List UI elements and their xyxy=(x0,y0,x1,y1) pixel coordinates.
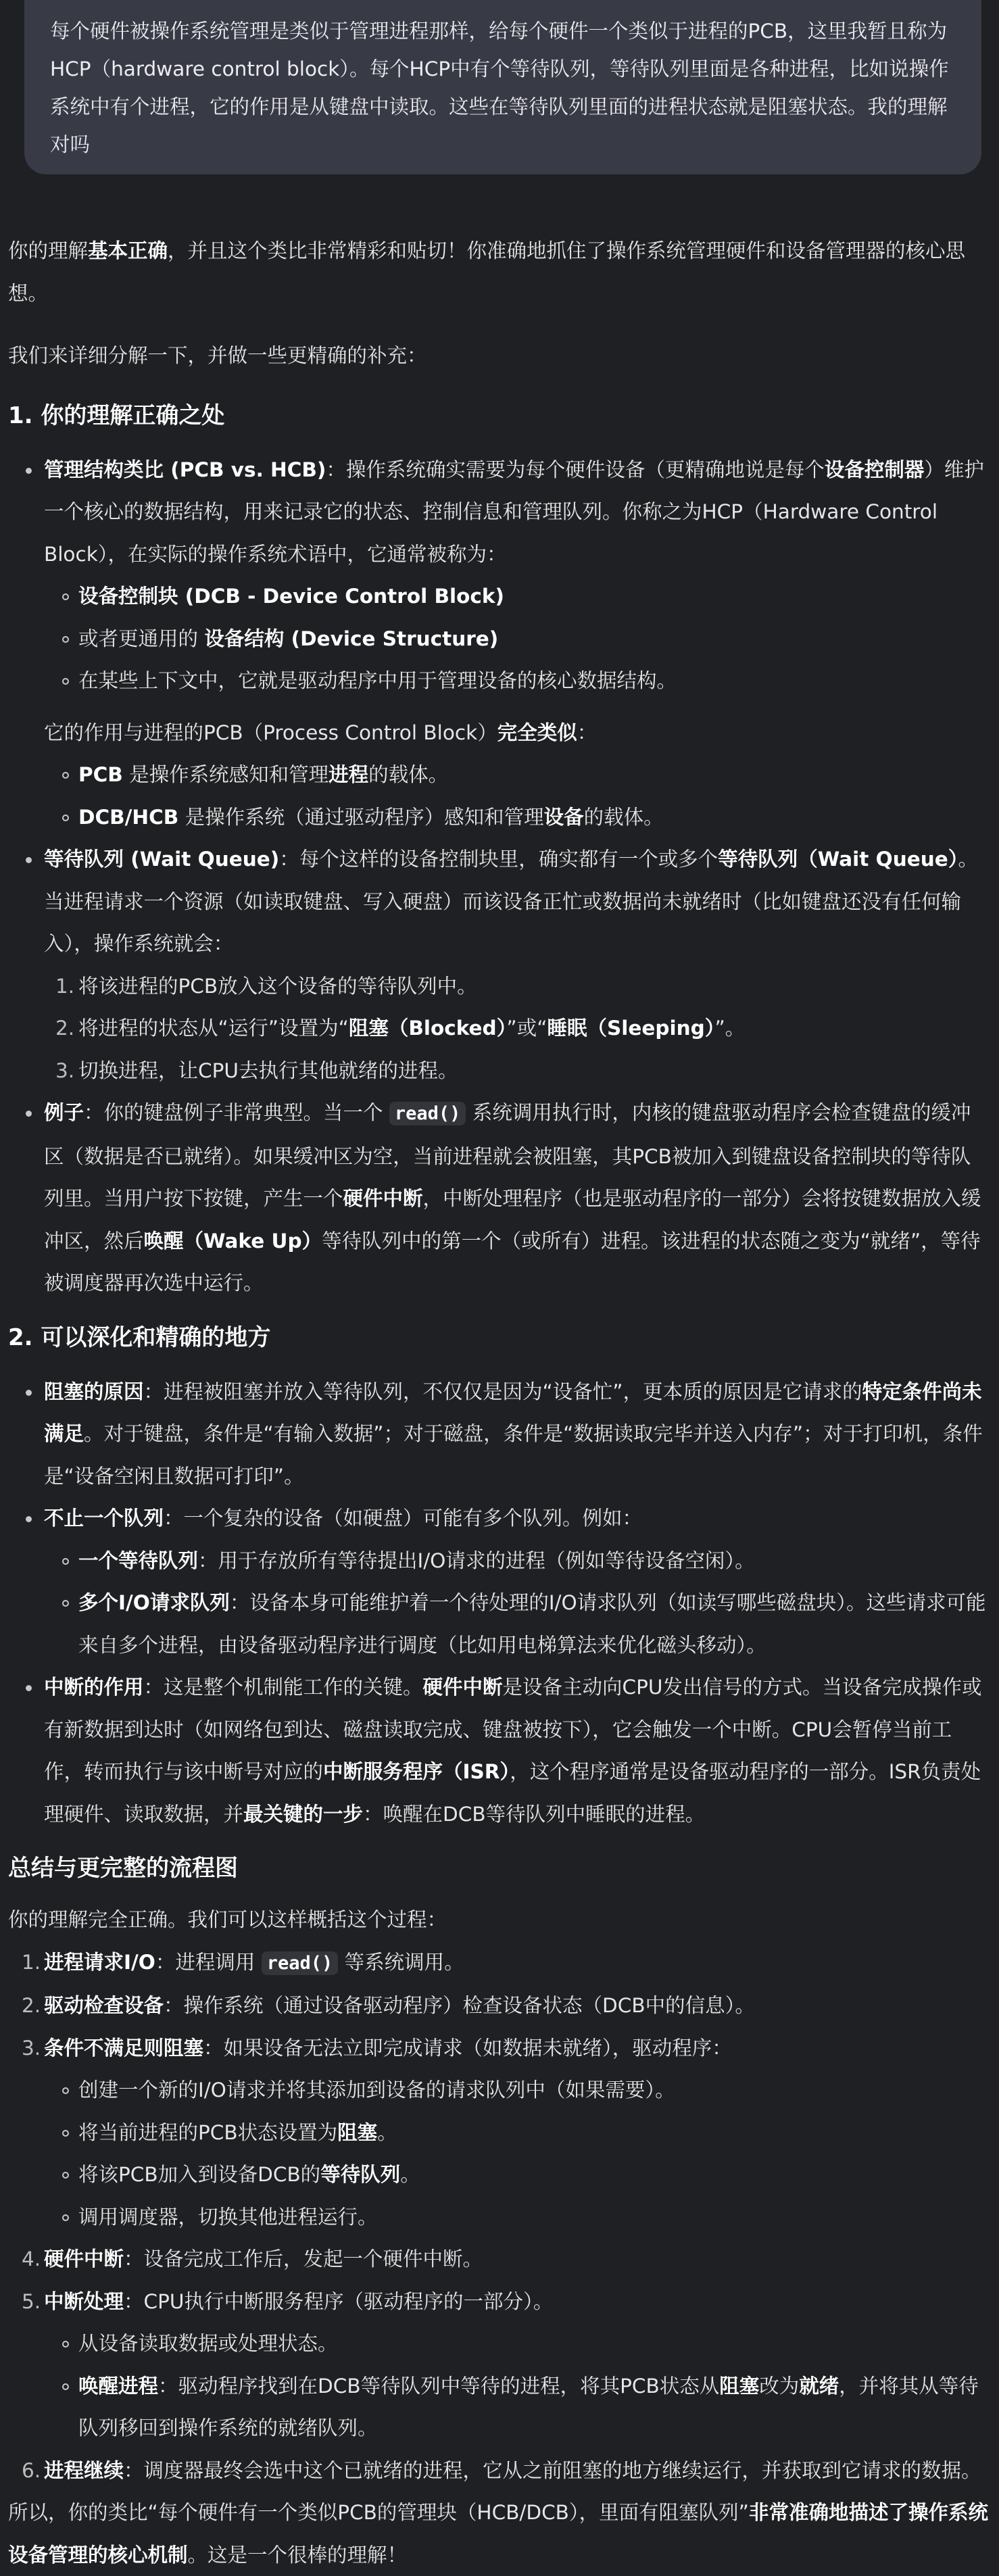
text: ）维护一个核心的数据结构，用来记录它的状态、控制信息和管理队列。你称之为HCP（Hardware Control Block），在实际的操作系统术语中，它通常被称为： xyxy=(44,458,984,566)
section-3-steps xyxy=(8,1941,988,2492)
bold-text: 硬件中断 xyxy=(44,2247,124,2270)
reply-final-paragraph xyxy=(8,2492,988,2576)
bold-text: 中断服务程序（ISR） xyxy=(323,1760,510,1783)
list-item xyxy=(8,1092,988,1305)
list-paragraph xyxy=(8,712,988,754)
bold-text: 设备结构 (Device Structure) xyxy=(204,627,499,650)
section-heading-3: 总结与更完整的流程图 xyxy=(8,1855,238,1882)
text: ：操作系统确实需要为每个硬件设备（更精确地说是每个 xyxy=(326,458,825,481)
bold-text: 非常准确地描述了操作系统设备管理的核心机制 xyxy=(8,2501,988,2567)
section-heading-1: 1. 你的理解正确之处 xyxy=(8,402,225,429)
text: 创建一个新的I/O请求并将其添加到设备的请求队列中（如果需要）。 xyxy=(78,2079,675,2101)
text: 将该PCB加入到设备DCB的 xyxy=(78,2163,321,2186)
text: 所以，你的类比“每个硬件有一个类似PCB的管理块（HCB/DCB），里面有阻塞队列” xyxy=(8,2501,749,2524)
bold-text: 等待队列 (Wait Queue) xyxy=(44,848,280,871)
sub-list-item xyxy=(8,575,988,618)
text: ：调度器最终会选中这个已就绪的进程，它从之前阻塞的地方继续运行，并获取到它请求的数据。 xyxy=(124,2458,981,2482)
text: 是设备主动向CPU发出信号的方式。当设备完成操作或有新数据到达时（如网络包到达、磁盘读取完成、键盘被按下），它会触发一个中断。CPU会暂停当前工作，转而执行与该中断号对应的 xyxy=(44,1676,982,1783)
inline-code: read() xyxy=(389,1102,466,1125)
text: ，并且这个类比非常精彩和贴切！你准确地抓住了操作系统管理硬件和设备管理器的核心思想。 xyxy=(8,239,966,305)
text: 将该进程的PCB放入这个设备的等待队列中。 xyxy=(78,974,477,998)
bold-text: 中断处理 xyxy=(44,2289,124,2313)
text: 系统调用执行时，内核的键盘驱动程序会检查键盘的缓冲区（数据是否已就绪）。如果缓冲区为空，当前进程就会被阻塞，其PCB被加入到键盘设备控制块的等待队列里。当用户按下按键，产生一个 xyxy=(44,1101,971,1210)
ordered-sub-item xyxy=(8,1050,988,1092)
text: 的载体。 xyxy=(583,805,664,829)
sub-list-item xyxy=(8,796,988,839)
text: ：CPU执行中断服务程序（驱动程序的一部分）。 xyxy=(124,2289,554,2313)
item-number: 2. xyxy=(55,1017,75,1040)
bold-text: 唤醒进程 xyxy=(78,2374,159,2398)
bold-text: 进程继续 xyxy=(44,2458,124,2482)
sub-list-item xyxy=(8,618,988,660)
bold-text: 就绪 xyxy=(799,2374,839,2398)
text: 是操作系统（通过驱动程序）感知和管理 xyxy=(178,805,544,829)
bold-text: 阻塞（Blocked） xyxy=(348,1017,507,1040)
text: 。 xyxy=(400,2163,420,2186)
list-item xyxy=(8,1666,988,1835)
bold-text: 设备控制块 (DCB - Device Control Block) xyxy=(78,585,504,608)
step-item xyxy=(8,2238,988,2281)
bold-text: 基本正确 xyxy=(88,239,168,262)
section-2-list xyxy=(8,1371,988,1836)
inline-code: read() xyxy=(262,1951,339,1975)
text: 改为 xyxy=(759,2374,800,2398)
text: 等待队列中的第一个（或所有）进程。该进程的状态随之变为“就绪”，等待被调度器再次选中运行。 xyxy=(44,1229,981,1294)
text: ”。 xyxy=(714,1017,746,1040)
bold-text: 特定条件尚未满足 xyxy=(44,1380,982,1445)
text: 将进程的状态从“运行”设置为“ xyxy=(78,1017,349,1040)
text: 你的理解 xyxy=(8,239,89,262)
text: ： xyxy=(577,721,598,744)
reply-lead-paragraph xyxy=(8,230,988,314)
text: ：一个复杂的设备（如硬盘）可能有多个队列。例如： xyxy=(164,1507,643,1530)
bold-text: 最关键的一步 xyxy=(243,1802,364,1826)
text: 的载体。 xyxy=(368,763,449,786)
text: ：进程调用 xyxy=(155,1950,262,1974)
user-message-text: 每个硬件被操作系统管理是类似于管理进程那样，给每个硬件一个类似于进程的PCB，这里我暂且称为HCP（hardware control block）。每个HCP中有个等待队列，等待队列里面是各种进程，比如说操作系统中有个进程，它的作用是从键盘中读取。这些在等待队列里面的进程状态就是阻塞状态。我的理解对吗 xyxy=(50,20,949,156)
bold-text: 唤醒（Wake Up） xyxy=(143,1229,322,1253)
text: ”或“ xyxy=(506,1017,547,1040)
item-number: 4. xyxy=(22,2247,41,2270)
sub-list-item xyxy=(8,660,988,702)
section-heading-2: 2. 可以深化和精确的地方 xyxy=(8,1323,271,1351)
text: 在某些上下文中，它就是驱动程序中用于管理设备的核心数据结构。 xyxy=(78,669,677,692)
text: ：这是整个机制能工作的关键。 xyxy=(143,1676,423,1699)
text: ：唤醒在DCB等待队列中睡眠的进程。 xyxy=(363,1802,706,1826)
bold-text: 等待队列（Wait Queue） xyxy=(718,848,958,871)
bold-text: 设备控制器 xyxy=(824,458,925,481)
text: 将当前进程的PCB状态设置为 xyxy=(78,2120,338,2144)
text: 。对于键盘，条件是“有输入数据”；对于磁盘，条件是“数据读取完毕并送入内存”；对于打印机，条件是“设备空闲且数据可打印”。 xyxy=(44,1422,983,1488)
bold-text: 中断的作用 xyxy=(44,1676,144,1699)
list-item xyxy=(8,449,988,576)
text: ，中断处理程序（也是驱动程序的一部分）会将按键数据放入缓冲区，然后 xyxy=(44,1187,981,1253)
step-item xyxy=(8,1941,988,1985)
step-item xyxy=(8,2027,988,2070)
sub-list-item xyxy=(8,2365,988,2450)
sub-list-item xyxy=(8,2069,988,2112)
bold-text: 条件不满足则阻塞 xyxy=(44,2036,204,2060)
text: ：每个这样的设备控制块里，确实都有一个或多个 xyxy=(279,848,718,871)
text: 或者更通用的 xyxy=(78,627,205,650)
sub-list-item xyxy=(8,2323,988,2365)
text: ：如果设备无法立即完成请求（如数据未就绪），驱动程序： xyxy=(203,2036,732,2060)
item-number: 6. xyxy=(22,2458,41,2482)
text: 。这是一个很棒的理解！ xyxy=(187,2543,408,2567)
item-number: 3. xyxy=(22,2036,41,2060)
text: ：设备完成工作后，发起一个硬件中断。 xyxy=(124,2247,483,2270)
step-item xyxy=(8,1985,988,2027)
sub-list-item xyxy=(8,2154,988,2196)
bold-text: 等待队列 xyxy=(320,2163,401,2186)
list-item xyxy=(8,838,988,965)
bold-text: 一个等待队列 xyxy=(78,1549,199,1572)
bold-text: 阻塞的原因 xyxy=(44,1380,144,1403)
text: 。当进程请求一个资源（如读取键盘、写入硬盘）而该设备正忙或数据尚未就绪时（比如键盘还没有任何输入），操作系统就会： xyxy=(44,848,978,955)
ordered-sub-item xyxy=(8,965,988,1008)
text: ：设备本身可能维护着一个待处理的I/O请求队列（如读写哪些磁盘块）。这些请求可能来自多个进程，由设备驱动程序进行调度（比如用电梯算法来优化磁头移动）。 xyxy=(78,1591,986,1657)
bold-text: 设备 xyxy=(543,805,584,829)
text: 从设备读取数据或处理状态。 xyxy=(78,2332,338,2355)
text: 。 xyxy=(377,2120,397,2144)
ordered-sub-item xyxy=(8,1007,988,1050)
text: ：进程被阻塞并放入等待队列，不仅仅是因为“设备忙”，更本质的原因是它请求的 xyxy=(143,1380,862,1403)
bold-text: 进程请求I/O xyxy=(44,1950,155,1974)
text: ：操作系统（通过设备驱动程序）检查设备状态（DCB中的信息）。 xyxy=(164,1994,755,2017)
bold-text: 例子 xyxy=(44,1101,84,1124)
bold-text: 硬件中断 xyxy=(343,1187,423,1210)
section-1-list xyxy=(8,449,988,1305)
sub-list-item xyxy=(8,2196,988,2239)
sub-list-item xyxy=(8,2112,988,2154)
assistant-reply xyxy=(8,230,988,2576)
item-number: 2. xyxy=(22,1994,41,2017)
reply-intro-paragraph: 我们来详细分解一下，并做一些更精确的补充： xyxy=(8,344,427,367)
sub-list-item xyxy=(8,1582,988,1666)
list-item xyxy=(8,1497,988,1540)
text: 是操作系统感知和管理 xyxy=(122,763,329,786)
bold-text: 驱动检查设备 xyxy=(44,1994,164,2017)
step-item xyxy=(8,2450,988,2492)
bold-text: 阻塞 xyxy=(337,2120,378,2144)
bold-text: 硬件中断 xyxy=(422,1676,503,1699)
bold-text: PCB xyxy=(78,763,123,786)
text: 切换进程，让CPU去执行其他就绪的进程。 xyxy=(78,1059,458,1082)
text: ：驱动程序找到在DCB等待队列中等待的进程，将其PCB状态从 xyxy=(158,2374,720,2398)
bold-text: 睡眠（Sleeping） xyxy=(547,1017,715,1040)
bold-text: 管理结构类比 (PCB vs. HCB) xyxy=(44,458,326,481)
item-number: 3. xyxy=(55,1059,75,1082)
bold-text: 阻塞 xyxy=(719,2374,760,2398)
text: ，并将其从等待队列移回到操作系统的就绪队列。 xyxy=(78,2374,979,2439)
bold-text: DCB/HCB xyxy=(78,805,179,829)
sub-list-item xyxy=(8,754,988,796)
item-number: 5. xyxy=(22,2289,41,2313)
text: 等系统调用。 xyxy=(338,1950,464,1974)
sub-list-item xyxy=(8,1540,988,1582)
text: ：你的键盘例子非常典型。当一个 xyxy=(84,1101,389,1124)
bold-text: 不止一个队列 xyxy=(44,1507,164,1530)
item-number: 1. xyxy=(55,974,75,998)
step-item xyxy=(8,2281,988,2323)
list-item xyxy=(8,1371,988,1498)
user-message-bubble xyxy=(24,0,981,174)
bold-text: 多个I/O请求队列 xyxy=(78,1591,230,1614)
text: 调用调度器，切换其他进程运行。 xyxy=(78,2205,378,2229)
text: ，这个程序通常是设备驱动程序的一部分。ISR负责处理硬件、读取数据，并 xyxy=(44,1760,981,1826)
text: 它的作用与进程的PCB（Process Control Block） xyxy=(44,721,497,744)
bold-text: 进程 xyxy=(328,763,369,786)
bold-text: 完全类似 xyxy=(497,721,577,744)
text: ：用于存放所有等待提出I/O请求的进程（例如等待设备空闲）。 xyxy=(198,1549,755,1572)
section-3-intro: 你的理解完全正确。我们可以这样概括这个过程： xyxy=(8,1908,447,1931)
item-number: 1. xyxy=(22,1950,41,1974)
